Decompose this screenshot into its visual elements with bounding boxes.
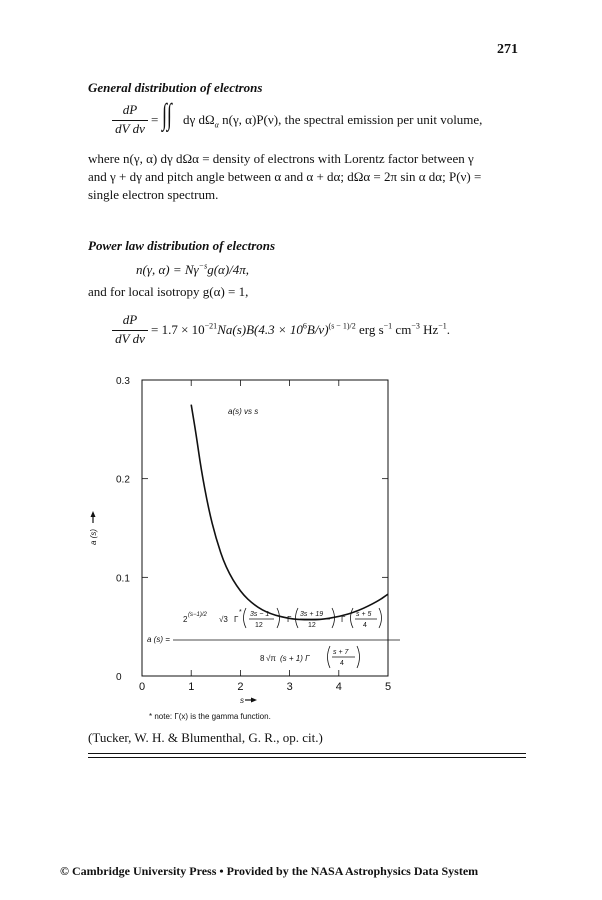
- series-line-a-of-s: [191, 405, 388, 620]
- double-integral-sign: ∫∫: [162, 98, 172, 131]
- citation: (Tucker, W. H. & Blumenthal, G. R., op. cit.): [88, 730, 323, 745]
- formula-num-exp: (s−1)/2: [188, 612, 207, 618]
- paren-left-1: [244, 608, 247, 628]
- formula-num-2: 2: [183, 615, 188, 624]
- eq2-rhs: = $1.7 \times 10^{-21}Na(s)B(4.3 \times 10^6B/\nu)^{(s - 1)/2}$ erg $s^{-1}$ $cm^{-3}$ $Hz^{-1}$.: [151, 321, 451, 337]
- paren-right-1: [277, 608, 280, 628]
- paren-right-3: [379, 608, 382, 628]
- formula-star: *: [239, 609, 242, 616]
- section-heading-powerlaw: Power law distribution of electrons: [88, 238, 276, 253]
- footer-credit: © Cambridge University Press • Provided by the NASA Astrophysics Data System: [60, 864, 479, 878]
- x-tick-label: 3: [286, 681, 293, 693]
- formula-sqrt3: √3: [219, 615, 228, 624]
- f4-den: 4: [340, 660, 344, 667]
- plot-frame: [142, 380, 388, 676]
- y-tick-label: 0.1: [116, 573, 130, 585]
- x-axis-arrowhead: [251, 698, 257, 703]
- eq2-lhs-numerator: dP: [122, 312, 138, 327]
- chart-title: a(s) vs s: [228, 407, 259, 416]
- where-line-1: where n(γ, α) dγ dΩα = density of electrons with Lorentz factor between γ: [88, 151, 474, 166]
- paren-left-4: [328, 646, 331, 668]
- eq1-lhs-denominator: dV dν: [115, 121, 145, 136]
- rule-top: [88, 753, 526, 754]
- formula-den-sqrtpi: √π: [266, 654, 276, 663]
- f2-den: 12: [308, 622, 316, 629]
- formula-gamma-1: Γ: [234, 615, 239, 624]
- formula-den-8: 8: [260, 654, 265, 663]
- paren-right-4: [357, 646, 360, 668]
- a-of-s-chart: [0, 360, 602, 730]
- formula-gamma-3: Γ: [341, 615, 346, 624]
- y-tick-label: 0.3: [116, 376, 130, 387]
- isotropy-text: and for local isotropy g(α) = 1,: [88, 284, 249, 299]
- paren-left-2: [296, 608, 299, 628]
- f4-num: s + 7: [333, 649, 349, 656]
- y-axis-label: a (s): [89, 529, 98, 545]
- f3-den: 4: [363, 622, 367, 629]
- where-line-2: and γ + dγ and pitch angle between α and α + dα; dΩα = 2π sin α dα; P(ν) =: [88, 169, 482, 184]
- x-tick-label: 5: [385, 681, 392, 693]
- rule-bottom: [88, 757, 526, 758]
- eq1-lhs-numerator: dP: [122, 102, 138, 117]
- eq-n-distribution: n(γ, $\alpha) = N\gamma^{-s}g(\alpha)/4\pi$,: [136, 261, 250, 277]
- y-tick-label: 0: [116, 672, 122, 683]
- a-of-s-formula: [147, 608, 400, 668]
- x-tick-label: 4: [335, 681, 342, 693]
- eq1-equals: =: [151, 112, 159, 127]
- formula-den-gamma: (s + 1) Γ: [280, 654, 310, 663]
- f1-num: 3s − 1: [250, 611, 270, 618]
- x-axis-label: s: [240, 696, 244, 705]
- eq1-rhs: dγ $d\Omega_\alpha$ n(γ, α)P(ν), the spectral emission per unit volume,: [183, 112, 483, 130]
- where-line-3: single electron spectrum.: [88, 187, 219, 202]
- f2-num: 3s + 19: [300, 611, 324, 618]
- x-tick-label: 2: [237, 681, 244, 693]
- eq2-lhs-denominator: dV dν: [115, 331, 145, 346]
- formula-lhs: a (s) =: [147, 635, 170, 644]
- paren-left-3: [351, 608, 354, 628]
- page-number: 271: [497, 42, 518, 57]
- formula-gamma-2: Γ: [287, 615, 292, 624]
- y-tick-label: 0.2: [116, 474, 130, 486]
- gamma-note: * note: Γ(x) is the gamma function.: [149, 712, 271, 721]
- section-heading-general: General distribution of electrons: [88, 80, 263, 95]
- x-tick-label: 1: [188, 681, 195, 693]
- f1-den: 12: [255, 622, 263, 629]
- x-tick-label: 0: [139, 681, 146, 693]
- y-axis-arrowhead: [91, 511, 96, 517]
- f3-num: s + 5: [356, 611, 372, 618]
